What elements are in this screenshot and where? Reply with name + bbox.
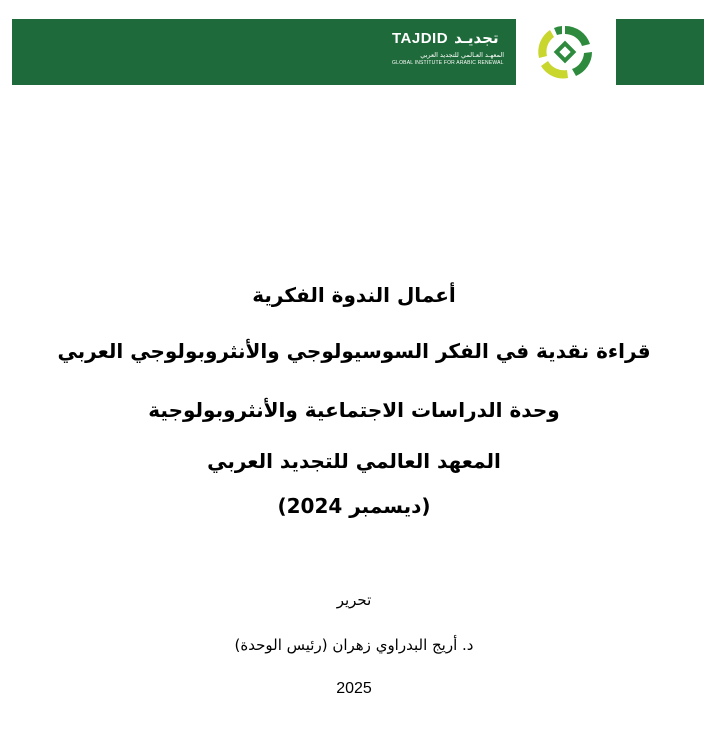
brand-latin-name: TAJDID — [392, 29, 449, 47]
title-line-4: المعهد العالمي للتجديد العربي — [207, 449, 501, 473]
brand-arabic-name: تجديـد — [454, 29, 499, 47]
header-banner-right — [616, 19, 704, 85]
brand-wordmark — [392, 27, 504, 75]
tajdid-logo-icon — [532, 22, 598, 82]
editor-label: تحرير — [336, 591, 372, 609]
brand-subtitle-english: GLOBAL INSTITUTE FOR ARABIC RENEWAL — [392, 60, 504, 66]
title-line-1: أعمال الندوة الفكرية — [252, 283, 456, 307]
title-line-3: وحدة الدراسات الاجتماعية والأنثروبولوجية — [148, 398, 560, 422]
title-line-5-date: (ديسمبر 2024) — [277, 494, 431, 518]
editor-name: د. أريج البدراوي زهران (رئيس الوحدة) — [234, 636, 474, 654]
title-line-2: قراءة نقدية في الفكر السوسيولوجي والأنثروبولوجي العربي — [57, 339, 651, 363]
brand-subtitle-arabic: المعهـد العـالمي للتجديد العربي — [420, 51, 504, 59]
publication-year: 2025 — [336, 680, 372, 697]
